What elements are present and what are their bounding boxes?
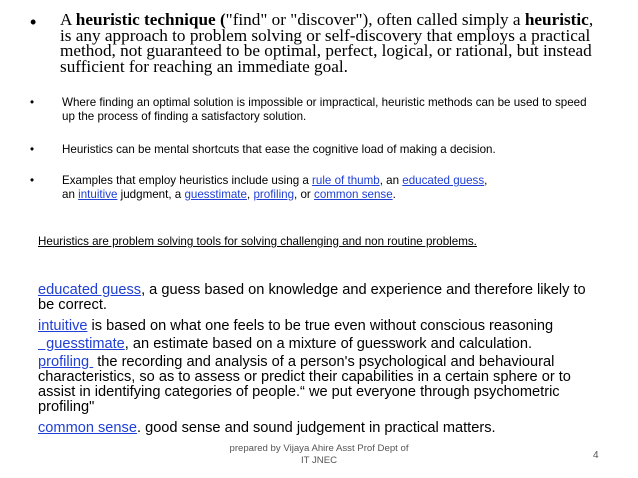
bullet-optimal-solution [30, 96, 590, 124]
definition-educated-guess: educated guess, a guess based on knowledge and experience and therefore likely to be correct. [38, 282, 586, 313]
heuristic-definition-text: A heuristic technique ("find" or "discover"), often called simply a heuristic, is any approach to problem solving or self-discovery that employs a practical method, not guaranteed to be optimal, perfect, logical, or rational, but instead sufficient for reaching an immediate goal. [60, 10, 594, 76]
bullet-marker: • [30, 96, 35, 109]
mental-shortcuts-text: Heuristics can be mental shortcuts that ease the cognitive load of making a decision. [62, 143, 496, 156]
definition-guesstimate: guesstimate, an estimate based on a mixture of guesswork and calculation. [38, 336, 533, 352]
bullet-examples [30, 174, 590, 202]
definition-profiling: profiling the recording and analysis of a person's psychological and behavioural characteristics, so as to assess or predict their capabilities in a certain sphere or to assist in identifying categories of people.“ we put everyone through psychometric profiling" [38, 354, 571, 415]
term-link-common-sense[interactable]: common sense [38, 420, 137, 436]
bullet-marker: • [30, 174, 35, 187]
footer-line-2: IT JNEC [300, 455, 338, 466]
link-intuitive[interactable]: intuitive [78, 188, 118, 201]
link-educated-guess[interactable]: educated guess [402, 174, 485, 187]
link-guesstimate[interactable]: guesstimate [184, 188, 247, 201]
link-common-sense[interactable]: common sense [314, 188, 393, 201]
heuristics-summary: Heuristics are problem solving tools for solving challenging and non routine problems. [38, 235, 477, 248]
link-profiling[interactable]: profiling [253, 188, 295, 201]
footer-line-1: prepared by Vijaya Ahire Asst Prof Dept of [229, 443, 409, 454]
term-link-guesstimate[interactable]: guesstimate [38, 336, 125, 352]
slide-footer [214, 443, 424, 467]
term-link-educated-guess[interactable]: educated guess [38, 282, 142, 298]
term-link-profiling[interactable]: profiling [38, 354, 94, 370]
bullet-mental-shortcuts [30, 143, 590, 157]
definition-common-sense: common sense. good sense and sound judgement in practical matters. [38, 420, 496, 436]
term-link-intuitive[interactable]: intuitive [38, 318, 88, 334]
term-heuristic: heuristic [524, 10, 589, 29]
bullet-heuristic-definition [30, 12, 605, 74]
term-heuristic-technique: heuristic technique ( [75, 10, 226, 29]
examples-text: Examples that employ heuristics include using a rule of thumb, an educated guess, an intuitive judgment, a guesstimate, profiling, or common sense. [62, 174, 488, 201]
bullet-marker: • [30, 143, 35, 156]
bullet-marker: • [30, 12, 37, 32]
definition-intuitive: intuitive is based on what one feels to be true even without conscious reasoning [38, 318, 554, 334]
link-rule-of-thumb[interactable]: rule of thumb [312, 174, 380, 187]
page-number: 4 [593, 450, 599, 461]
optimal-solution-text: Where finding an optimal solution is impossible or impractical, heuristic methods can be used to speed up the process of finding a satisfactory solution. [62, 96, 587, 123]
